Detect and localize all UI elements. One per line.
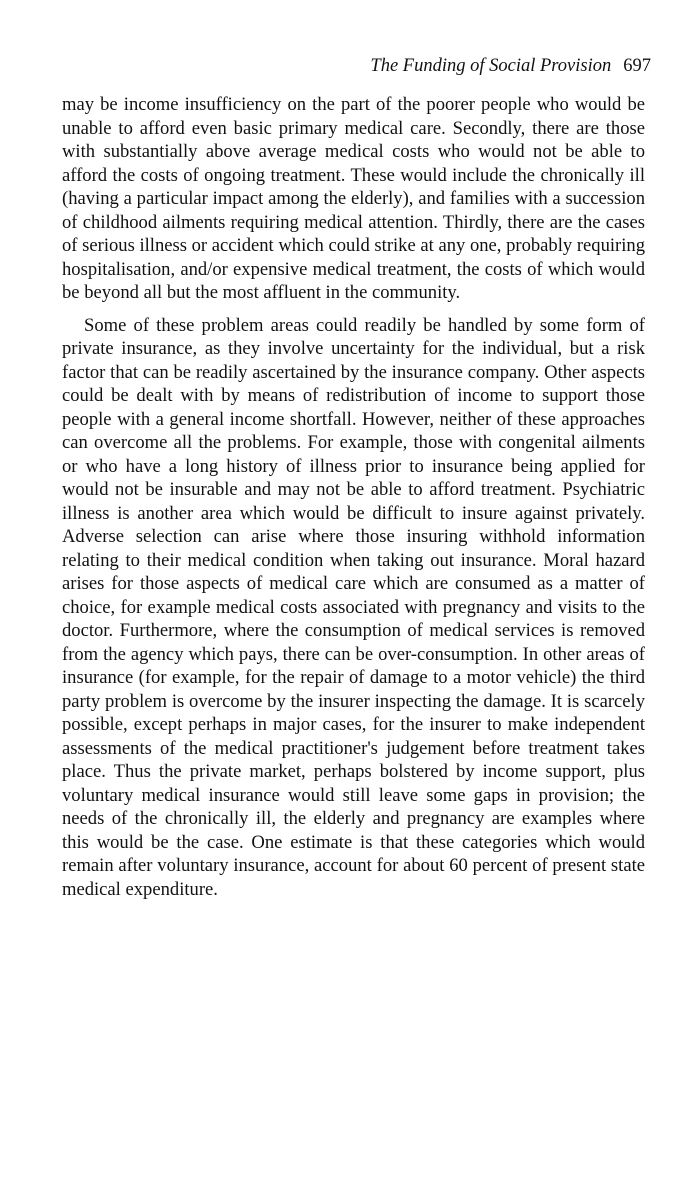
- paragraph: may be income insufficiency on the part of the poorer people who would be unable to afford even basic primary medical care. Secondly, there are those with substantially above average medical costs who would not be able to afford the costs of ongoing treatment. These would include the chronically ill (having a particular impact among the elderly), and families with a succession of childhood ailments requiring medical attention. Thirdly, there are the cases of serious illness or accident which could strike at any one, probably requiring hospitalisation, and/or expensive medical treatment, the costs of which would be beyond all but the most affluent in the community.: [62, 94, 645, 303]
- paragraph: Some of these problem areas could readily be handled by some form of private insurance, as they involve uncertainty for the individual, but a risk factor that can be readily ascertained by the insurance company. Other aspects could be dealt with by means of redistribution of income to support those people with a general income shortfall. However, neither of these approaches can overcome all the problems. For example, those with congenital ailments or who have a long history of illness prior to insurance being applied for would not be insurable and may not be able to afford treatment. Psychiatric illness is another area which would be difficult to insure against privately. Adverse selection can arise where those insuring withhold information relating to their medical condition when taking out insurance. Moral hazard arises for those aspects of medical care which are consumed as a matter of choice, for example medical costs associated with pregnancy and visits to the doctor. Furthermore, where the consumption of medical services is removed from the agency which pays, there can be over-consumption. In other areas of insurance (for example, for the repair of damage to a motor vehicle) the third party problem is overcome by the insurer inspecting the damage. It is scarcely possible, except perhaps in major cases, for the insurer to make independent assessments of the medical practitioner's judgement before treatment takes place. Thus the private market, perhaps bolstered by income support, plus voluntary medical insurance would still leave some gaps in provision; the needs of the chronically ill, the elderly and pregnancy are examples where this would be the case. One estimate is that these categories which would remain after voluntary insurance, account for about 60 percent of present state medical expenditure.: [62, 314, 645, 900]
- running-title: The Funding of Social Provision: [370, 56, 612, 76]
- page-number: 697: [623, 56, 651, 76]
- running-header: [370, 54, 651, 78]
- body-text: [62, 93, 645, 901]
